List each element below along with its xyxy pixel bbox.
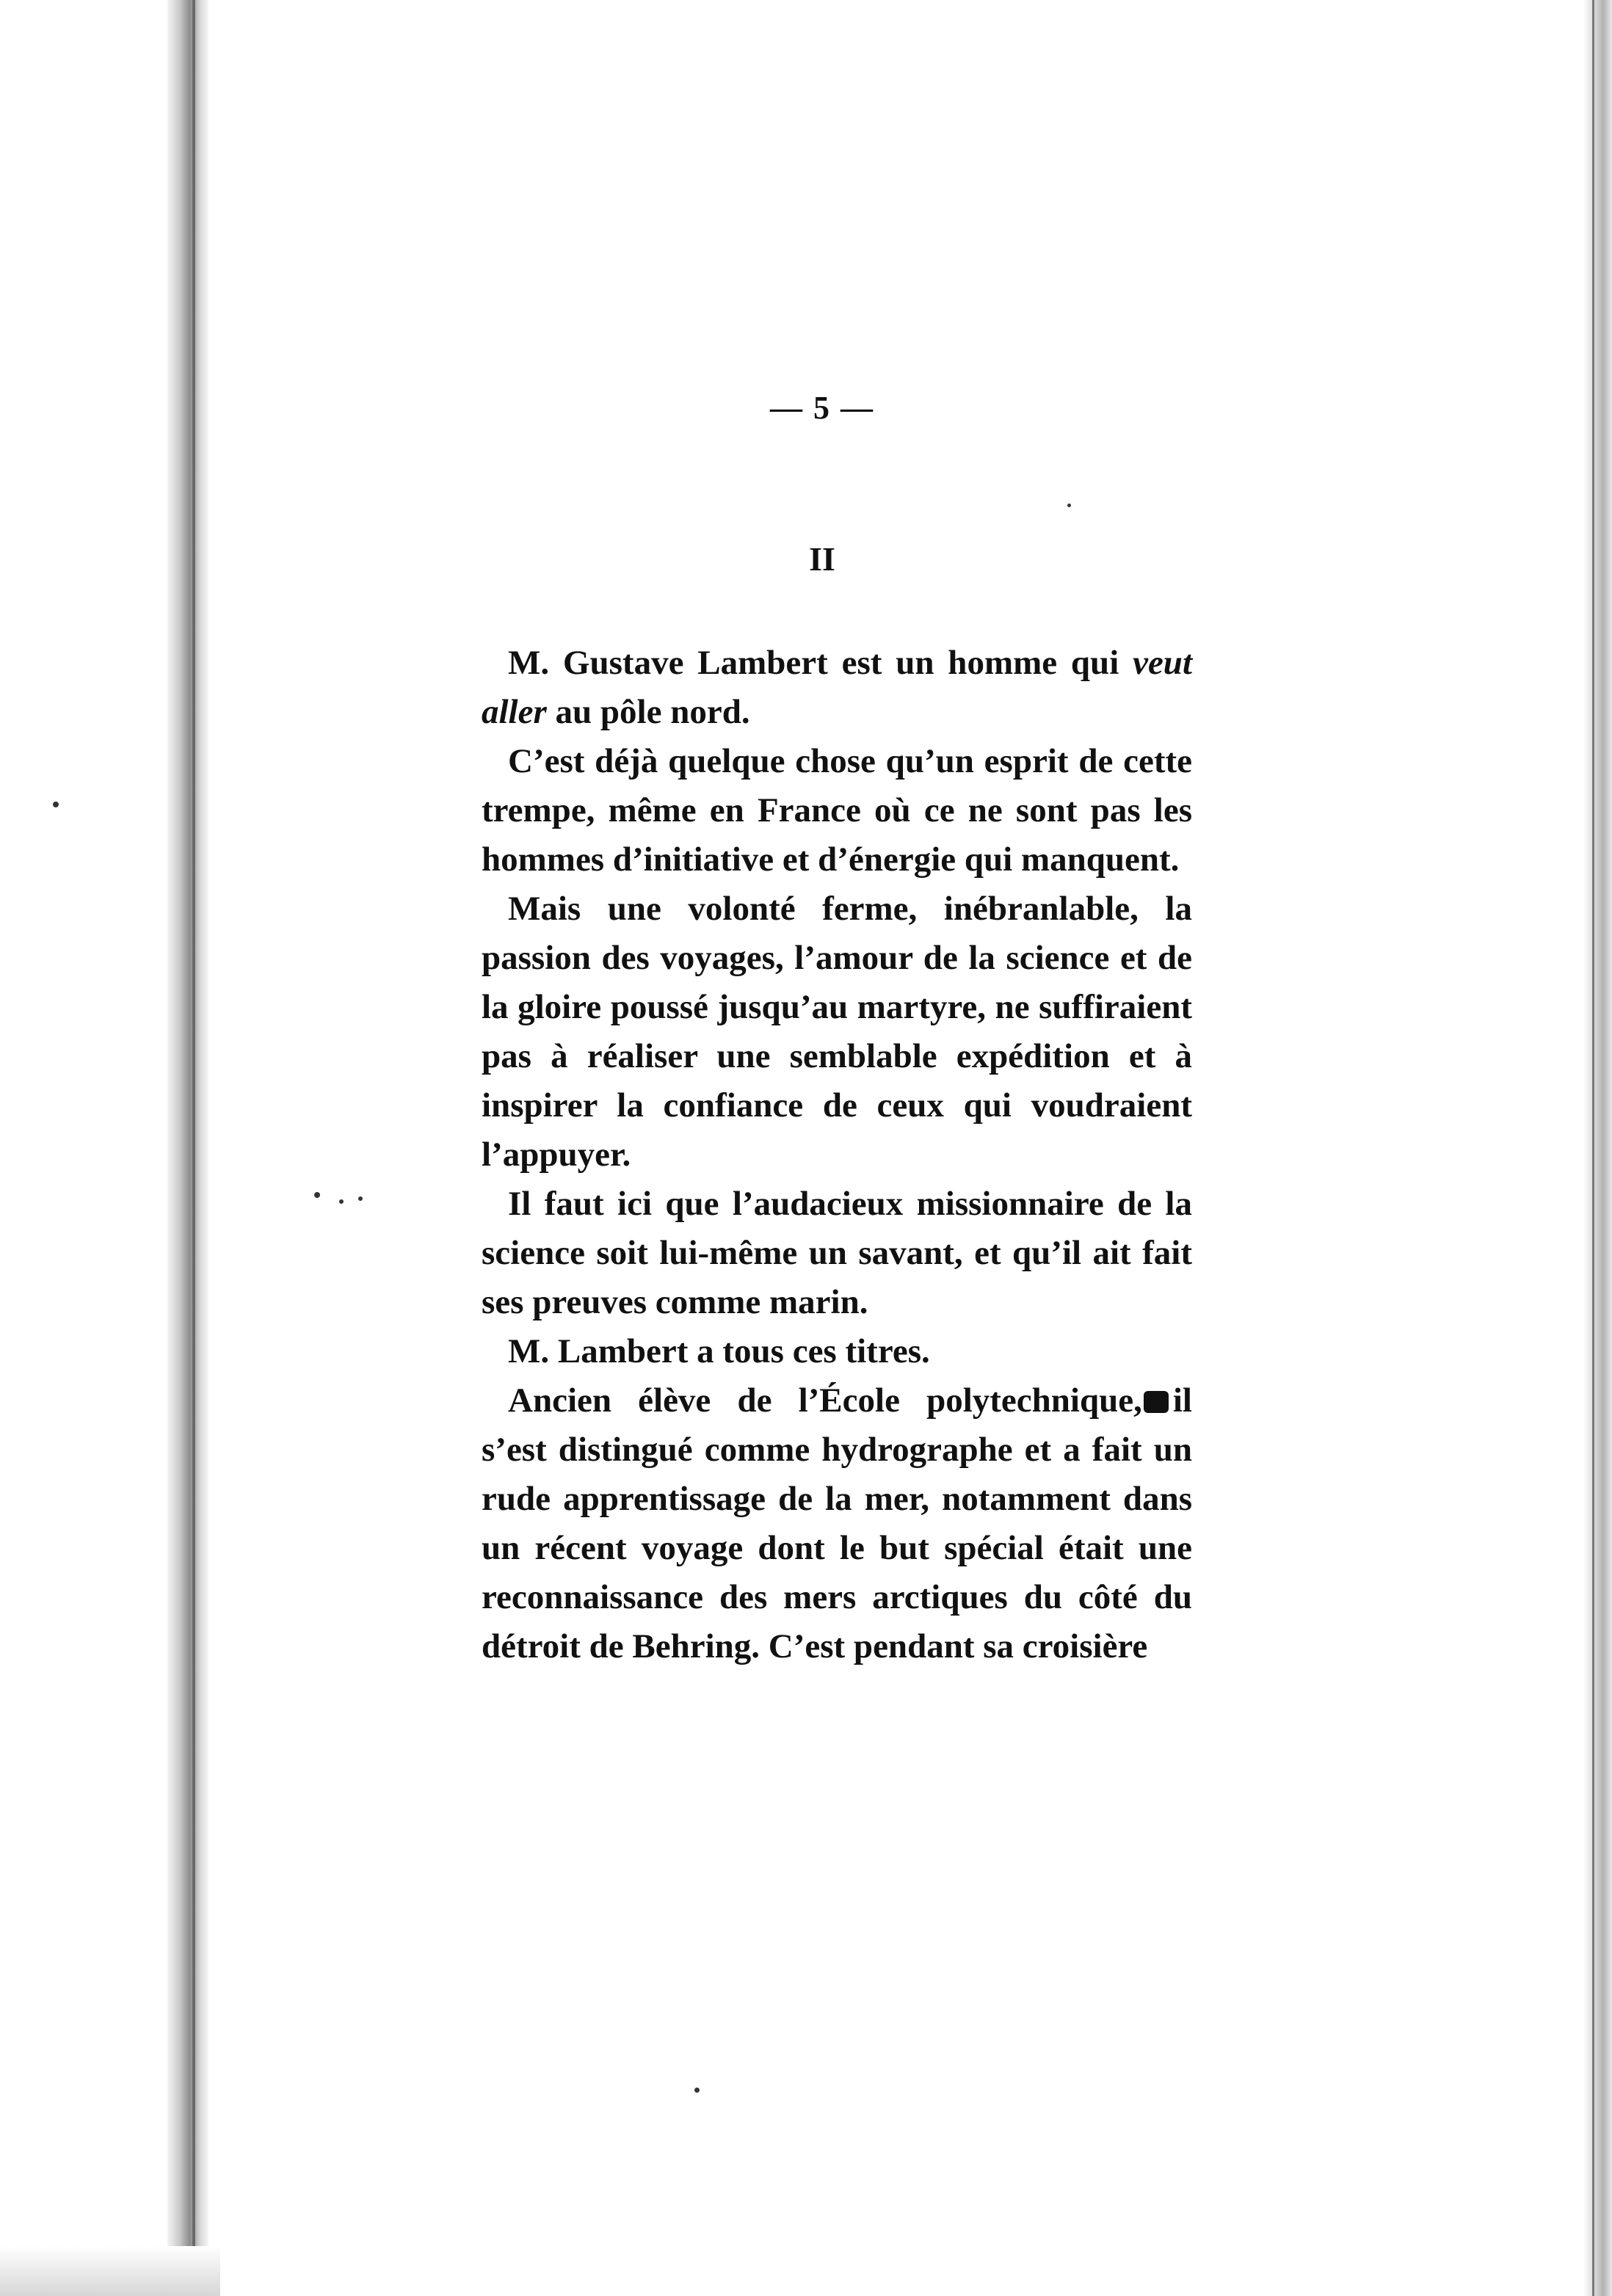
right-edge-line xyxy=(1592,0,1594,2296)
binding-shadow xyxy=(167,0,208,2296)
paragraph: Il faut ici que l’audacieux missionnaire de la science soit lui-même un savant, et qu’il ait fait ses preuves comme marin. xyxy=(482,1185,1192,1321)
section-heading: II xyxy=(809,540,835,578)
right-edge-shadow xyxy=(1583,0,1612,2296)
paragraph-text: au pôle nord. xyxy=(546,693,750,731)
paragraph: M. Lambert a tous ces titres. xyxy=(508,1332,930,1370)
paragraph-text: M. Gustave Lambert est un homme qui xyxy=(508,644,1133,682)
ink-blot-icon xyxy=(1144,1391,1169,1413)
paragraph xyxy=(482,639,1192,737)
scan-speck xyxy=(694,2088,700,2093)
scan-speck xyxy=(1067,504,1071,507)
page-number: — 5 — xyxy=(770,390,874,426)
scan-speck xyxy=(53,802,59,807)
paragraph-text: Ancien élève de l’École polytechnique, xyxy=(508,1381,1142,1420)
paragraph: Mais une volonté ferme, inébranlable, la passion des voyages, l’amour de la science et de la gloire poussé jusqu’au martyre, ne suffiraient pas à réaliser une semblable expédition et à inspirer la confiance de ceux qui voudraient l’appuyer. xyxy=(482,890,1192,1174)
paragraph xyxy=(482,1376,1192,1671)
scan-speck xyxy=(358,1196,363,1201)
bottom-left-edge-shadow xyxy=(0,2246,220,2296)
paragraph-text: il s’est distingué comme hydrographe et a fait un rude apprentissage de la mer, notamment dans un récent voyage dont le but spécial était une reconnaissance des mers arctiques du côté du détroit de Behring. C’est pendant sa croisière xyxy=(482,1381,1192,1665)
binding-line xyxy=(192,0,195,2296)
scan-speck xyxy=(314,1192,320,1198)
italic-emphasis: veut aller xyxy=(482,644,1192,731)
paragraph: C’est déjà quelque chose qu’un esprit de cette trempe, même en France où ce ne sont pas les hommes d’initiative et d’énergie qui manquent. xyxy=(482,742,1192,879)
body-text xyxy=(482,639,1192,1671)
scan-speck xyxy=(339,1199,344,1204)
